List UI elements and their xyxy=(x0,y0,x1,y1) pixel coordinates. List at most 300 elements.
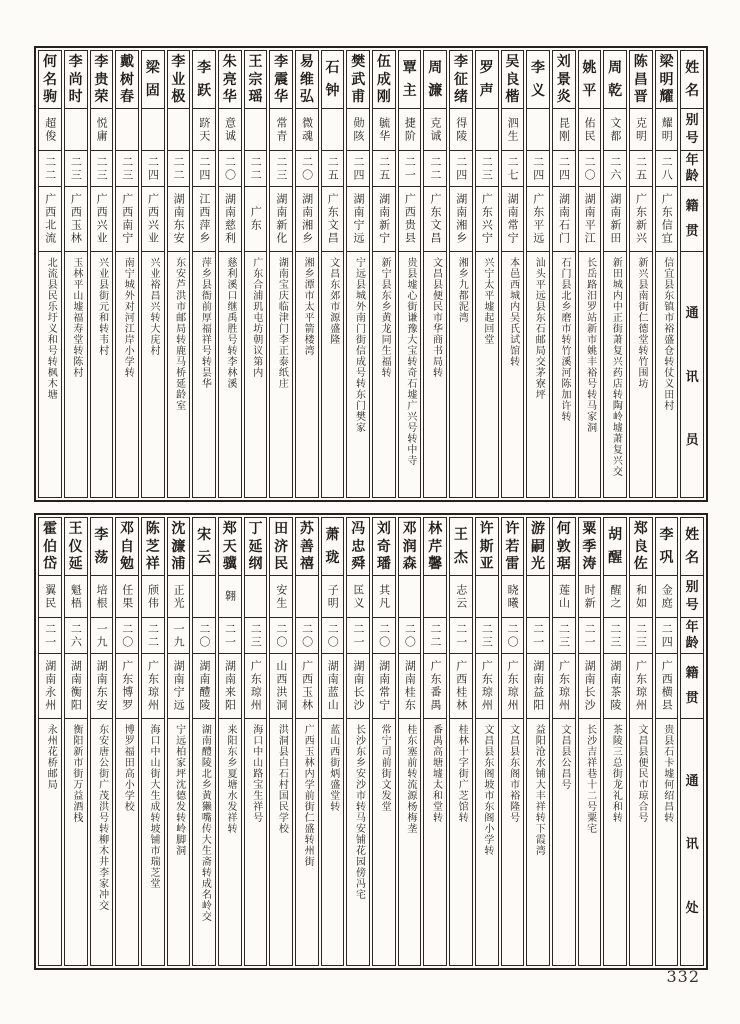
entry-column xyxy=(192,517,216,966)
entry-column xyxy=(38,50,62,498)
entry-name: 吴 良 楷 xyxy=(505,53,520,106)
entry-age: 二三 xyxy=(476,617,498,653)
entry-age: 二二 xyxy=(39,150,61,186)
entry-column xyxy=(423,517,447,966)
entry-origin: 广西北流 xyxy=(39,186,61,251)
entry-column xyxy=(475,517,499,966)
entry-origin: 湖南宁远 xyxy=(347,186,369,251)
entry-name: 许 斯 亚 xyxy=(479,520,494,573)
entry-name: 姚 平 xyxy=(582,59,597,100)
entry-alias xyxy=(476,108,498,150)
entry-column xyxy=(578,517,602,966)
entry-name: 梁 明 耀 xyxy=(659,53,674,106)
entry-alias: 毓华 xyxy=(373,108,395,150)
entry-column xyxy=(295,517,319,966)
entry-address: 贵县墟心街谦豫大宝转奇石墟广兴号转中寺 xyxy=(399,251,421,497)
entry-age: 二〇 xyxy=(579,150,601,186)
entry-column xyxy=(501,50,525,498)
entry-name: 李 巩 xyxy=(659,526,674,567)
entry-origin: 湖南长沙 xyxy=(579,653,601,718)
entry-age: 二四 xyxy=(553,150,575,186)
entry-alias: 佑民 xyxy=(579,108,601,150)
entry-address: 湖南醴陵北乡黄獭嘴传大生斋转成名岭交 xyxy=(193,718,215,965)
entry-column xyxy=(398,50,422,498)
entry-address: 兴宁太平墟起回堂 xyxy=(476,251,498,497)
entry-name: 李 跃 xyxy=(197,59,212,100)
entry-name: 李 业 极 xyxy=(171,53,186,106)
entry-name: 何 名 驹 xyxy=(42,53,57,106)
entry-alias xyxy=(527,575,549,617)
page-number: 332 xyxy=(666,967,700,986)
entry-name: 粟 季 涛 xyxy=(582,520,597,573)
entry-alias: 跻天 xyxy=(193,108,215,150)
entry-column xyxy=(244,50,268,498)
entry-name: 伍 成 刚 xyxy=(376,53,391,106)
entry-address: 贵县石卡墟何绍昌转 xyxy=(656,718,678,965)
entry-column xyxy=(141,50,165,498)
entry-alias: 文都 xyxy=(604,108,626,150)
entry-alias: 泗生 xyxy=(502,108,524,150)
entry-alias xyxy=(296,575,318,617)
entry-alias xyxy=(399,575,421,617)
entry-column xyxy=(552,517,576,966)
entry-address: 东安芦洪市邮局转鹿马桥延龄室 xyxy=(168,251,190,497)
entry-address: 益阳沧水铺大丰祥转下霞湾 xyxy=(527,718,549,965)
entry-address: 蓝山西街炳盛堂转 xyxy=(322,718,344,965)
entry-age: 二一 xyxy=(399,150,421,186)
entry-age: 二〇 xyxy=(219,150,241,186)
entry-origin: 广东文昌 xyxy=(322,186,344,251)
entry-age: 二一 xyxy=(39,617,61,653)
entry-age: 二五 xyxy=(322,150,344,186)
entry-alias xyxy=(245,575,267,617)
entry-origin: 湖南来阳 xyxy=(219,653,241,718)
entry-age: 二八 xyxy=(656,150,678,186)
entry-origin: 湖南宁远 xyxy=(168,653,190,718)
entry-alias: 捷阶 xyxy=(399,108,421,150)
entry-age: 二四 xyxy=(347,150,369,186)
header-origin: 籍 贯 xyxy=(681,653,703,718)
entry-name: 王 宗 瑶 xyxy=(248,53,263,106)
entry-name: 刘 奇 璠 xyxy=(376,520,391,573)
entry-age: 二二 xyxy=(245,150,267,186)
entry-name: 霍 伯 岱 xyxy=(42,520,57,573)
entry-address: 洪洞县白石村国民学校 xyxy=(270,718,292,965)
entry-address: 兴业县街元和转韦村 xyxy=(91,251,113,497)
entry-name: 刘 景 炎 xyxy=(556,53,571,106)
entry-address: 文昌县公昌号 xyxy=(553,718,575,965)
entry-name: 朱 亮 华 xyxy=(222,53,237,106)
entry-age: 二七 xyxy=(502,150,524,186)
entry-column xyxy=(90,517,114,966)
entry-address: 文昌县便民市华商书局转 xyxy=(424,251,446,497)
entry-alias: 翼民 xyxy=(39,575,61,617)
entry-origin: 湖南茶陵 xyxy=(604,653,626,718)
entry-column xyxy=(90,50,114,498)
entry-origin: 湖南益阳 xyxy=(527,653,549,718)
entry-origin: 广东琼州 xyxy=(553,653,575,718)
entry-address: 长沙吉祥巷十二号粟宅 xyxy=(579,718,601,965)
entry-address: 慈利溪口继禹胜号转李林溪 xyxy=(219,251,241,497)
entry-address: 衡阳新市街万益酒栈 xyxy=(65,718,87,965)
entry-age: 二三 xyxy=(630,617,652,653)
entry-column xyxy=(603,517,627,966)
entry-address: 玉林平山墟福寿堂转陈村 xyxy=(65,251,87,497)
entry-origin: 广东兴宁 xyxy=(476,186,498,251)
entry-origin: 广东琼州 xyxy=(142,653,164,718)
entry-address: 海口中山街大生成转坡铺市瑞芝堂 xyxy=(142,718,164,965)
entry-address: 石门县北乡磨市转竹溪河陈加许转 xyxy=(553,251,575,497)
entry-alias: 克明 xyxy=(630,108,652,150)
entry-name: 田 济 民 xyxy=(274,520,289,573)
entry-age: 二三 xyxy=(476,150,498,186)
entry-origin: 广西玉林 xyxy=(296,653,318,718)
entry-alias: 翱 xyxy=(219,575,241,617)
entry-age: 二三 xyxy=(270,150,292,186)
entry-origin: 广西桂林 xyxy=(450,653,472,718)
entry-address: 湖南宝庆临津门李正泰纸庄 xyxy=(270,251,292,497)
entry-origin: 湖南平江 xyxy=(579,186,601,251)
entry-column xyxy=(526,517,550,966)
header-alias: 别 号 xyxy=(681,108,703,150)
entry-address: 海口中山路宝生祥号 xyxy=(245,718,267,965)
entry-origin: 广东新兴 xyxy=(630,186,652,251)
entry-age: 二一 xyxy=(347,617,369,653)
entry-alias: 勋陔 xyxy=(347,108,369,150)
entry-alias: 匡义 xyxy=(347,575,369,617)
entry-column xyxy=(192,50,216,498)
entry-name: 李 征 绪 xyxy=(453,53,468,106)
page-content xyxy=(34,46,708,970)
entry-column xyxy=(346,517,370,966)
entry-alias: 得陵 xyxy=(450,108,472,150)
entry-name: 冯 忠 舜 xyxy=(351,520,366,573)
entry-age: 二五 xyxy=(373,150,395,186)
entry-name: 李 震 华 xyxy=(274,53,289,106)
entry-address: 长沙东乡安沙市转马安铺花园傍冯宅 xyxy=(347,718,369,965)
entry-column xyxy=(321,517,345,966)
entry-name: 宋 云 xyxy=(197,526,212,567)
entry-name: 陈 昌 晋 xyxy=(633,53,648,106)
entry-column xyxy=(218,517,242,966)
entry-address: 宁远柏家坪沈德发转岭脚洞 xyxy=(168,718,190,965)
table-columns-bottom xyxy=(38,517,704,966)
entry-origin: 湖南石门 xyxy=(553,186,575,251)
entry-alias: 耀明 xyxy=(656,108,678,150)
entry-age: 二一 xyxy=(450,617,472,653)
entry-address: 文昌东郊市源盛隆 xyxy=(322,251,344,497)
entry-column xyxy=(269,50,293,498)
entry-origin: 广东琼州 xyxy=(245,653,267,718)
entry-address: 新兴县南街仁德堂转竹围坊 xyxy=(630,251,652,497)
entry-age: 二六 xyxy=(604,150,626,186)
entry-age: 二二 xyxy=(424,150,446,186)
header-column xyxy=(680,517,704,966)
entry-name: 郑 良 佐 xyxy=(633,520,648,573)
entry-origin: 湖南新田 xyxy=(604,186,626,251)
entry-origin: 湖南长沙 xyxy=(347,653,369,718)
entry-column xyxy=(629,517,653,966)
entry-alias: 志云 xyxy=(450,575,472,617)
entry-name: 王 仪 延 xyxy=(68,520,83,573)
entry-address: 宁远县城外南门街信成号转东门樊家 xyxy=(347,251,369,497)
entry-name: 梁 固 xyxy=(145,59,160,100)
entry-column xyxy=(449,50,473,498)
entry-address: 文昌县东阁坡市东阁小学转 xyxy=(476,718,498,965)
entry-name: 罗 声 xyxy=(479,59,494,100)
entry-alias xyxy=(527,108,549,150)
header-name: 姓 名 xyxy=(685,59,700,100)
entry-name: 易 维 弘 xyxy=(299,53,314,106)
entry-age: 二〇 xyxy=(193,617,215,653)
directory-table-bottom xyxy=(34,513,708,970)
entry-alias: 培根 xyxy=(91,575,113,617)
entry-origin: 湖南东安 xyxy=(168,186,190,251)
entry-column xyxy=(115,517,139,966)
entry-address: 文昌县便民市琼合号 xyxy=(630,718,652,965)
entry-alias: 悦庸 xyxy=(91,108,113,150)
entry-column xyxy=(372,517,396,966)
entry-origin: 湖南湘乡 xyxy=(450,186,472,251)
entry-alias: 安生 xyxy=(270,575,292,617)
entry-age: 二〇 xyxy=(373,617,395,653)
entry-origin: 广西横县 xyxy=(656,653,678,718)
entry-alias xyxy=(476,575,498,617)
entry-name: 樊 武 甫 xyxy=(351,53,366,106)
header-age: 年 龄 xyxy=(681,617,703,653)
entry-alias: 正光 xyxy=(168,575,190,617)
entry-alias xyxy=(116,108,138,150)
entry-address: 广西玉林内学前街仁盛转州街 xyxy=(296,718,318,965)
entry-origin: 广东文昌 xyxy=(424,186,446,251)
entry-alias: 魁梧 xyxy=(65,575,87,617)
entry-age: 二三 xyxy=(604,617,626,653)
entry-column xyxy=(526,50,550,498)
entry-origin: 广东琼州 xyxy=(476,653,498,718)
entry-origin: 湖南常宁 xyxy=(502,186,524,251)
entry-column xyxy=(141,517,165,966)
entry-origin: 广西贵县 xyxy=(399,186,421,251)
entry-column xyxy=(167,517,191,966)
entry-alias: 常青 xyxy=(270,108,292,150)
entry-alias: 莲山 xyxy=(553,575,575,617)
entry-name: 王 杰 xyxy=(453,526,468,567)
entry-column xyxy=(244,517,268,966)
entry-address: 南宁城外对河江岸小学转 xyxy=(116,251,138,497)
entry-column xyxy=(655,50,679,498)
entry-origin: 山西洪洞 xyxy=(270,653,292,718)
entry-alias: 昆刚 xyxy=(553,108,575,150)
entry-age: 二四 xyxy=(527,150,549,186)
entry-column xyxy=(295,50,319,498)
entry-address: 本邑西城内吴氏试馆转 xyxy=(502,251,524,497)
entry-age: 二四 xyxy=(656,617,678,653)
entry-column xyxy=(321,50,345,498)
entry-column xyxy=(578,50,602,498)
entry-alias: 微魂 xyxy=(296,108,318,150)
header-age: 年 龄 xyxy=(681,150,703,186)
entry-origin: 湖南湘乡 xyxy=(296,186,318,251)
entry-address: 新田城内中正街萧复兴药店转陶岭墟萧复兴交 xyxy=(604,251,626,497)
entry-name: 何 敦 琚 xyxy=(556,520,571,573)
entry-address: 桂林十字街广芝馆转 xyxy=(450,718,472,965)
entry-age: 二三 xyxy=(116,150,138,186)
entry-origin: 湖南蓝山 xyxy=(322,653,344,718)
entry-name: 丁 延 纲 xyxy=(248,520,263,573)
entry-name: 周 濂 xyxy=(428,59,443,100)
entry-alias xyxy=(245,108,267,150)
entry-origin: 湖南永州 xyxy=(39,653,61,718)
entry-origin: 广东博罗 xyxy=(116,653,138,718)
entry-alias: 意诚 xyxy=(219,108,241,150)
entry-column xyxy=(603,50,627,498)
entry-name: 陈 芝 祥 xyxy=(145,520,160,573)
entry-name: 李 义 xyxy=(531,59,546,100)
entry-column xyxy=(398,517,422,966)
entry-age: 二四 xyxy=(193,150,215,186)
entry-address: 常宁司前街文发堂 xyxy=(373,718,395,965)
entry-origin: 广东番禺 xyxy=(424,653,446,718)
entry-origin: 广西南宁 xyxy=(116,186,138,251)
entry-name: 苏 善 禧 xyxy=(299,520,314,573)
header-column xyxy=(680,50,704,498)
entry-address: 新宁县东乡黄龙同生福转 xyxy=(373,251,395,497)
entry-address: 湘乡九都泥湾 xyxy=(450,251,472,497)
table-columns-top xyxy=(38,50,704,498)
entry-name: 李 荡 xyxy=(94,526,109,567)
entry-name: 许 若 雷 xyxy=(505,520,520,573)
entry-origin: 湖南衡阳 xyxy=(65,653,87,718)
entry-alias: 其凡 xyxy=(373,575,395,617)
entry-alias: 子明 xyxy=(322,575,344,617)
entry-column xyxy=(64,517,88,966)
entry-origin: 广西兴业 xyxy=(91,186,113,251)
entry-origin: 湖南慈利 xyxy=(219,186,241,251)
entry-age: 二〇 xyxy=(296,617,318,653)
entry-age: 一九 xyxy=(91,617,113,653)
entry-address: 广东合浦玑屯坊朝议第内 xyxy=(245,251,267,497)
entry-column xyxy=(475,50,499,498)
entry-address: 信宜县东镇市裕盛仓转仗义田村 xyxy=(656,251,678,497)
entry-age: 二〇 xyxy=(116,617,138,653)
entry-address: 番禺高塘墟太和堂转 xyxy=(424,718,446,965)
entry-name: 郑 天 骥 xyxy=(222,520,237,573)
entry-column xyxy=(269,517,293,966)
entry-age: 二三 xyxy=(245,617,267,653)
entry-name: 萧 珑 xyxy=(325,526,340,567)
entry-alias xyxy=(424,575,446,617)
header-contact: 通 讯 员 xyxy=(681,251,703,497)
entry-address: 北流县民乐圩义和号转枫木塘 xyxy=(39,251,61,497)
header-origin: 籍 贯 xyxy=(681,186,703,251)
entry-alias: 时新 xyxy=(579,575,601,617)
entry-origin: 湖南新宁 xyxy=(373,186,395,251)
entry-origin: 广东平远 xyxy=(527,186,549,251)
entry-alias: 克诚 xyxy=(424,108,446,150)
entry-address: 湘乡潭市太平箭楼湾 xyxy=(296,251,318,497)
entry-age: 二四 xyxy=(142,150,164,186)
entry-address: 兴业裕昌兴转大庑村 xyxy=(142,251,164,497)
entry-address: 汕头平远县东石邮局交茅寮坪 xyxy=(527,251,549,497)
entry-origin: 广东琼州 xyxy=(630,653,652,718)
entry-age: 二三 xyxy=(553,617,575,653)
entry-alias xyxy=(65,108,87,150)
entry-column xyxy=(655,517,679,966)
entry-name: 覃 主 xyxy=(402,59,417,100)
entry-column xyxy=(218,50,242,498)
entry-column xyxy=(38,517,62,966)
entry-alias: 超俊 xyxy=(39,108,61,150)
entry-name: 李 尚 时 xyxy=(68,53,83,106)
entry-origin: 江西萍乡 xyxy=(193,186,215,251)
entry-address: 长岳路汨罗站新市姚丰裕号转马家洞 xyxy=(579,251,601,497)
entry-address: 东安唐公街广茂洪号转柳木井李家冲交 xyxy=(91,718,113,965)
entry-column xyxy=(423,50,447,498)
entry-age: 二〇 xyxy=(270,617,292,653)
entry-column xyxy=(115,50,139,498)
entry-name: 沈 濂 浦 xyxy=(171,520,186,573)
header-alias: 别 号 xyxy=(681,575,703,617)
header-name: 姓 名 xyxy=(685,526,700,567)
entry-origin: 广东 xyxy=(245,186,267,251)
entry-name: 石 钟 xyxy=(325,59,340,100)
entry-age: 二六 xyxy=(65,617,87,653)
entry-origin: 湖南常宁 xyxy=(373,653,395,718)
entry-alias xyxy=(322,108,344,150)
entry-age: 二二 xyxy=(142,617,164,653)
header-contact: 通 讯 处 xyxy=(681,718,703,965)
entry-address: 茶陵三总街龙礼和转 xyxy=(604,718,626,965)
entry-age: 二一 xyxy=(579,617,601,653)
entry-origin: 湖南东安 xyxy=(91,653,113,718)
entry-alias xyxy=(193,575,215,617)
entry-column xyxy=(501,517,525,966)
entry-age: 二〇 xyxy=(296,150,318,186)
entry-age: 二〇 xyxy=(502,617,524,653)
directory-table-top xyxy=(34,46,708,502)
entry-alias: 金庭 xyxy=(656,575,678,617)
entry-origin: 广东信宜 xyxy=(656,186,678,251)
entry-alias: 任果 xyxy=(116,575,138,617)
entry-age: 二二 xyxy=(168,150,190,186)
entry-origin: 湖南桂东 xyxy=(399,653,421,718)
entry-column xyxy=(629,50,653,498)
entry-name: 游 嗣 光 xyxy=(531,520,546,573)
entry-age: 二〇 xyxy=(322,617,344,653)
entry-origin: 广东琼州 xyxy=(502,653,524,718)
entry-column xyxy=(167,50,191,498)
entry-age: 二一 xyxy=(527,617,549,653)
entry-column xyxy=(552,50,576,498)
entry-alias: 醒之 xyxy=(604,575,626,617)
entry-column xyxy=(346,50,370,498)
entry-name: 林 芹 馨 xyxy=(428,520,443,573)
entry-alias xyxy=(168,108,190,150)
entry-origin: 广西兴业 xyxy=(142,186,164,251)
entry-name: 戴 树 春 xyxy=(120,53,135,106)
entry-age: 二四 xyxy=(450,150,472,186)
entry-age: 一九 xyxy=(168,617,190,653)
entry-origin: 湖南新化 xyxy=(270,186,292,251)
entry-age: 二〇 xyxy=(399,617,421,653)
entry-age: 二五 xyxy=(630,150,652,186)
entry-address: 来阳东乡夏塘水发祥转 xyxy=(219,718,241,965)
entry-origin: 湖南醴陵 xyxy=(193,653,215,718)
entry-alias: 和如 xyxy=(630,575,652,617)
entry-address: 萍乡县衙前厚福祥号转昙华 xyxy=(193,251,215,497)
entry-age: 二二 xyxy=(424,617,446,653)
entry-age: 二一 xyxy=(219,617,241,653)
